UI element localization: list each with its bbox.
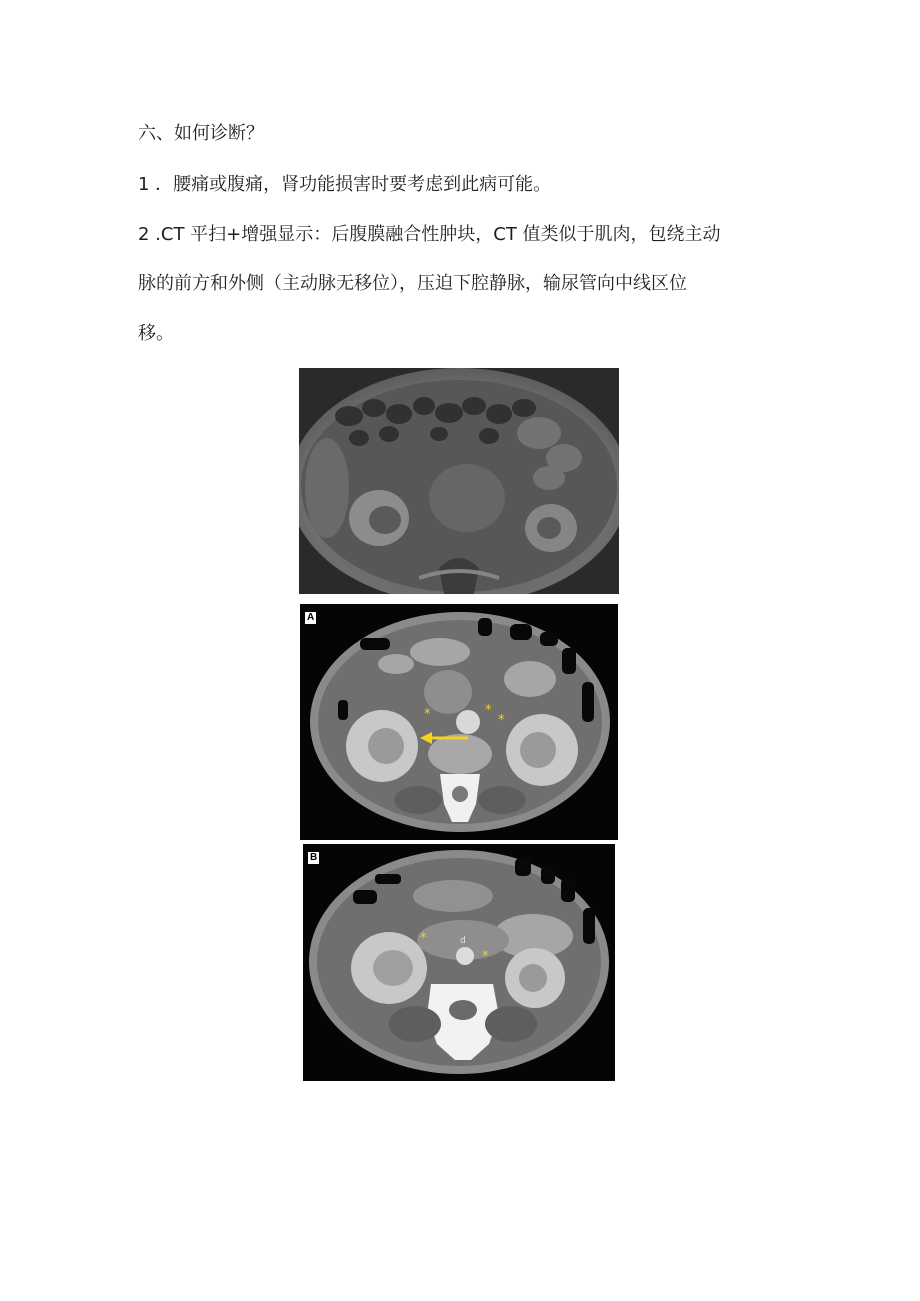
list-item-2-continuation-end: 移。 [138, 323, 174, 344]
section-heading: 六、如何诊断？ [138, 123, 264, 144]
ct-image-a [300, 604, 618, 840]
list-item-1: 1 ．腰痛或腹痛，肾功能损害时要考虑到此病可能。 [138, 174, 552, 195]
mri-axial-image [299, 368, 619, 594]
list-item-2: 2 .CT 平扫+增强显示：后腹膜融合性肿块，CT 值类似于肌肉，包绕主动 [138, 224, 721, 245]
star-marker: * [485, 703, 492, 718]
d-marker: d [460, 936, 466, 946]
panel-label-b: B [310, 852, 318, 863]
star-marker: * [482, 949, 489, 964]
list-item-2-continuation: 脉的前方和外侧（主动脉无移位），压迫下腔静脉，输尿管向中线区位 [138, 273, 687, 294]
panel-label-a: A [307, 612, 315, 623]
star-marker: * [424, 707, 431, 722]
star-marker: * [420, 931, 427, 946]
ct-image-b [303, 844, 615, 1081]
star-marker: * [498, 713, 505, 728]
